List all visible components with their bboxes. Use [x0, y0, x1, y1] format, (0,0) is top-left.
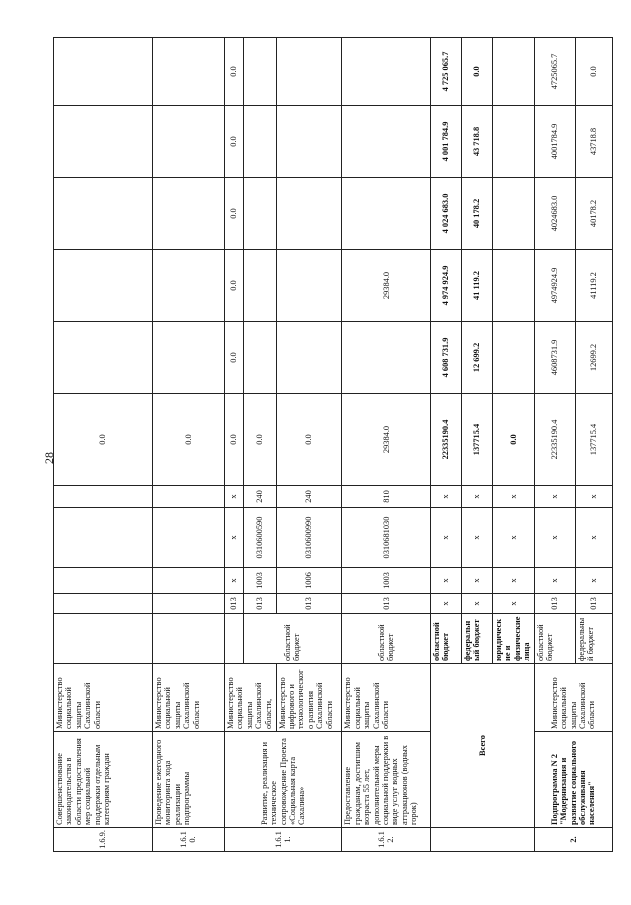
measure-name: Развитие, реализация и техническое сопровождение Проекта «Социальная карта Сахалина»: [224, 732, 341, 828]
vr-code: 240: [243, 486, 276, 508]
executor: Министерство социальной защиты Сахалинской области: [54, 664, 153, 732]
rz-code: x: [492, 568, 534, 594]
table-row: [431, 38, 462, 852]
table-row: [54, 38, 153, 852]
funding-source: федеральный бюджет: [575, 614, 612, 664]
total-value: 0.0: [152, 394, 224, 486]
table-row: [534, 38, 575, 852]
funding-source: областной бюджет: [431, 614, 462, 664]
csr-code: x: [534, 508, 575, 568]
program-table: [53, 37, 613, 852]
year-value: 43 718.8: [461, 106, 492, 178]
vr-code: x: [224, 486, 243, 508]
year-value: 0.0: [224, 38, 243, 106]
grbs-code: 013: [276, 594, 342, 614]
year-value: 4 725 065.7: [431, 38, 462, 106]
rz-code: x: [575, 568, 612, 594]
executor: Министерство социальной защиты Сахалинской области: [152, 664, 224, 732]
grbs-code: x: [431, 594, 462, 614]
year-value: 29384.0: [342, 250, 431, 322]
total-value: 22335190.4: [431, 394, 462, 486]
csr-code: x: [575, 508, 612, 568]
total-value: 137715.4: [575, 394, 612, 486]
total-value: 0.0: [54, 394, 153, 486]
executor: Министерство социальной защиты Сахалинской области: [534, 664, 612, 732]
row-number: 1.6.11.: [224, 828, 341, 852]
year-value: 4 001 784.9: [431, 106, 462, 178]
year-value: 12 699.2: [461, 322, 492, 394]
grbs-code: 013: [224, 594, 243, 614]
vr-code: x: [534, 486, 575, 508]
year-value: 0.0: [224, 178, 243, 250]
vr-code: 240: [276, 486, 342, 508]
row-number: 2.: [534, 828, 612, 852]
grbs-code: 013: [342, 594, 431, 614]
table-row: [342, 38, 431, 852]
total-value: 0.0: [224, 394, 243, 486]
year-value: 4608731.9: [534, 322, 575, 394]
grbs-code: 013: [575, 594, 612, 614]
year-value: 41119.2: [575, 250, 612, 322]
grbs-code: 013: [243, 594, 276, 614]
funding-source: областной бюджет: [342, 614, 431, 664]
year-value: 0.0: [461, 38, 492, 106]
vr-code: x: [431, 486, 462, 508]
funding-source: федеральный бюджет: [461, 614, 492, 664]
rz-code: x: [224, 568, 243, 594]
year-value: 4 608 731.9: [431, 322, 462, 394]
year-value: 43718.8: [575, 106, 612, 178]
year-value: 40178.2: [575, 178, 612, 250]
year-value: 4024683.0: [534, 178, 575, 250]
row-number: 1.6.12.: [342, 828, 431, 852]
funding-source: областной бюджет: [534, 614, 575, 664]
vr-code: 810: [342, 486, 431, 508]
row-number: 1.6.9.: [54, 828, 153, 852]
year-value: 4725065.7: [534, 38, 575, 106]
year-value: 41 119.2: [461, 250, 492, 322]
year-value: 40 178.2: [461, 178, 492, 250]
grbs-code: x: [492, 594, 534, 614]
csr-code: x: [492, 508, 534, 568]
grbs-code: 013: [534, 594, 575, 614]
rz-code: 1003: [342, 568, 431, 594]
year-value: 0.0: [224, 250, 243, 322]
total-value: 0.0: [276, 394, 342, 486]
executor: Министерство социальной защиты Сахалинской области,: [224, 664, 276, 732]
grbs-code: x: [461, 594, 492, 614]
rz-code: 1006: [276, 568, 342, 594]
csr-code: x: [461, 508, 492, 568]
csr-code: x: [224, 508, 243, 568]
total-value: 29384.0: [342, 394, 431, 486]
row-number: 1.6.10.: [152, 828, 224, 852]
rz-code: x: [431, 568, 462, 594]
total-value: 22335190.4: [534, 394, 575, 486]
year-value: 12699.2: [575, 322, 612, 394]
vr-code: x: [575, 486, 612, 508]
executor: Министерство цифрового и технологического развития Сахалинской области: [276, 664, 342, 732]
page-number: 28: [42, 452, 56, 464]
year-value: 4 974 924.9: [431, 250, 462, 322]
year-value: 4001784.9: [534, 106, 575, 178]
csr-code: 0310600590: [243, 508, 276, 568]
measure-name: Совершенствование законодательства в области предоставления мер социальной поддержки отдельным категориям граждан: [54, 732, 153, 828]
measure-name: Проведение ежегодного мониторинга хода реализации подпрограммы: [152, 732, 224, 828]
vr-code: x: [461, 486, 492, 508]
table-row: [152, 38, 224, 852]
year-value: 4 024 683.0: [431, 178, 462, 250]
rz-code: x: [461, 568, 492, 594]
measure-name: Предоставление гражданам, достигшим возраста 55 лет, дополнительной меры социальной поддержки в виде услуг водных аттракционов (водных горок): [342, 732, 431, 828]
executor: Министерство социальной защиты Сахалинской области: [342, 664, 431, 732]
table-row: [224, 38, 243, 852]
vr-code: x: [492, 486, 534, 508]
csr-code: x: [431, 508, 462, 568]
rz-code: 1003: [243, 568, 276, 594]
subprogram-name: Подпрограмма N 2 "Модернизация и развитие социального обслуживания населения": [534, 732, 612, 828]
totals-label: Всего: [431, 664, 535, 828]
total-value: 0.0: [492, 394, 534, 486]
rotated-table-wrapper: [53, 38, 613, 852]
total-value: 137715.4: [461, 394, 492, 486]
table-row: [276, 38, 342, 852]
csr-code: 0310681030: [342, 508, 431, 568]
year-value: 0.0: [224, 106, 243, 178]
funding-source: областной бюджет: [243, 614, 342, 664]
csr-code: 0310600990: [276, 508, 342, 568]
funding-source: юридические и физические лица: [492, 614, 534, 664]
year-value: 0.0: [224, 322, 243, 394]
year-value: 4974924.9: [534, 250, 575, 322]
rz-code: x: [534, 568, 575, 594]
total-value: 0.0: [243, 394, 276, 486]
year-value: 0.0: [575, 38, 612, 106]
